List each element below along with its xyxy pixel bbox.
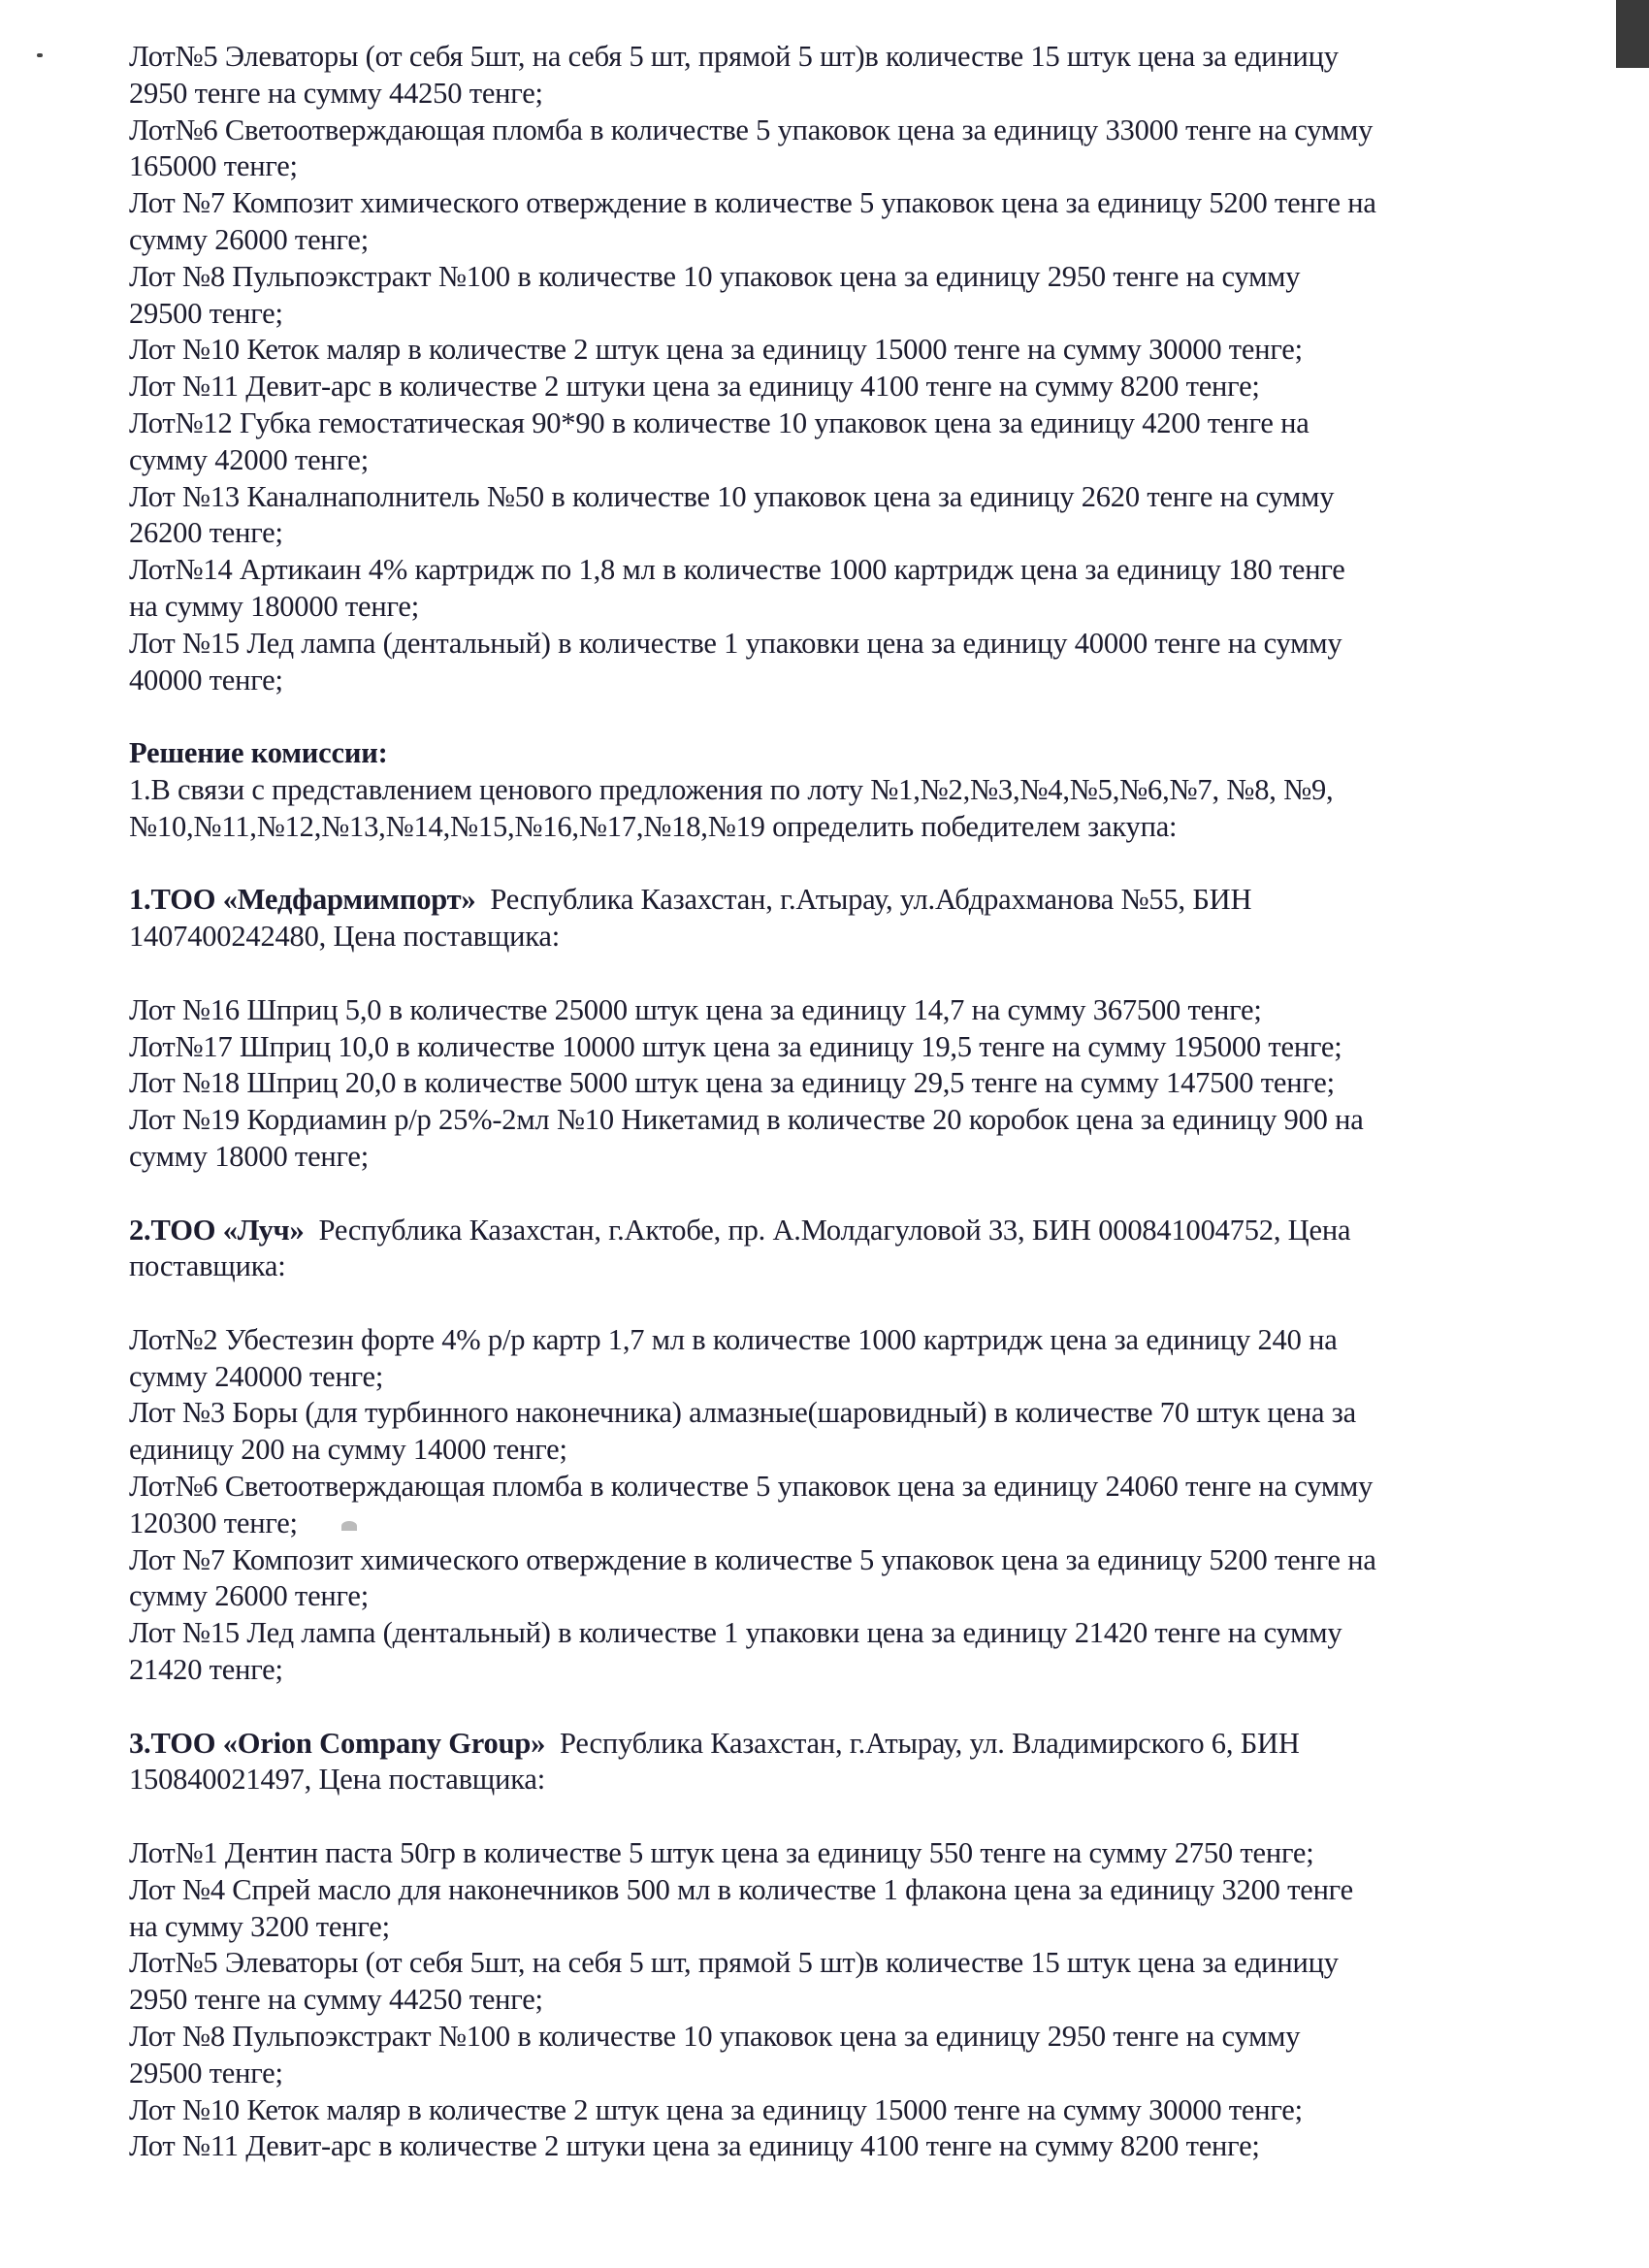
lot-line: Лот №8 Пульпоэкстракт №100 в количестве 10 упаковок цена за единицу 2950 тенге на сумму — [129, 259, 1301, 293]
lot-line: на сумму 180000 тенге; — [129, 589, 419, 623]
supplier-details-cont: 150840021497, Цена поставщика: — [129, 1763, 545, 1797]
lot-line: Лот №16 Шприц 5,0 в количестве 25000 штук цена за единицу 14,7 на сумму 367500 тенге; — [129, 992, 1262, 1026]
scan-dot-artifact — [37, 53, 43, 57]
lot-line: на сумму 3200 тенге; — [129, 1909, 390, 1943]
lot-line: сумму 26000 тенге; — [129, 222, 370, 256]
decision-line: №10,№11,№12,№13,№14,№15,№16,№17,№18,№19 определить победителем закупа: — [129, 809, 1178, 843]
lot-line: 120300 тенге; — [129, 1506, 298, 1539]
lot-line: 2950 тенге на сумму 44250 тенге; — [129, 76, 543, 110]
lot-line: Лот№14 Артикаин 4% картридж по 1,8 мл в количестве 1000 картридж цена за единицу 180 тенге — [129, 553, 1345, 587]
supplier-name: 2.ТОО «Луч» — [129, 1213, 305, 1247]
lot-line: 29500 тенге; — [129, 2056, 283, 2090]
lot-line: Лот№1 Дентин паста 50гр в количестве 5 штук цена за единицу 550 тенге на сумму 2750 тенге; — [129, 1836, 1314, 1870]
lot-line: Лот№5 Элеваторы (от себя 5шт, на себя 5 шт, прямой 5 шт)в количестве 15 штук цена за единицу — [129, 1946, 1339, 1980]
lot-line: Лот№12 Губка гемостатическая 90*90 в количестве 10 упаковок цена за единицу 4200 тенге на — [129, 405, 1310, 439]
lot-line: Лот №15 Лед лампа (дентальный) в количестве 1 упаковки цена за единицу 40000 тенге на сумму — [129, 626, 1342, 660]
lot-line: сумму 18000 тенге; — [129, 1139, 370, 1173]
lot-line: Лот№6 Светоотверждающая пломба в количестве 5 упаковок цена за единицу 24060 тенге на сумму — [129, 1470, 1374, 1504]
document-page — [129, 39, 1526, 2165]
lot-line: Лот №15 Лед лампа (дентальный) в количестве 1 упаковки цена за единицу 21420 тенге на сумму — [129, 1616, 1342, 1650]
lot-line: Лот №18 Шприц 20,0 в количестве 5000 штук цена за единицу 29,5 тенге на сумму 147500 тенге; — [129, 1066, 1335, 1100]
lot-line: сумму 42000 тенге; — [129, 442, 370, 476]
lot-line: Лот№5 Элеваторы (от себя 5шт, на себя 5 шт, прямой 5 шт)в количестве 15 штук цена за единицу — [129, 40, 1339, 73]
lot-line: Лот№6 Светоотверждающая пломба в количестве 5 упаковок цена за единицу 33000 тенге на сумму — [129, 113, 1374, 146]
decision-line: 1.В связи с представлением ценового предложения по лоту №1,№2,№3,№4,№5,№6,№7, №8, №9, — [129, 772, 1334, 806]
supplier-details: Республика Казахстан, г.Атырау, ул.Абдрахманова №55, БИН — [475, 883, 1252, 917]
supplier-list — [129, 882, 1526, 2165]
decision-heading: Решение комиссии: — [129, 736, 388, 770]
lot-line: Лот №10 Кеток маляр в количестве 2 штук цена за единицу 15000 тенге на сумму 30000 тенге; — [129, 2092, 1303, 2126]
lot-line: 165000 тенге; — [129, 149, 298, 183]
supplier-details: Республика Казахстан, г.Атырау, ул. Владимирского 6, БИН — [545, 1726, 1300, 1760]
lot-line: 21420 тенге; — [129, 1653, 283, 1687]
lot-line: Лот №11 Девит-арс в количестве 2 штуки цена за единицу 4100 тенге на сумму 8200 тенге; — [129, 370, 1260, 404]
lot-line: Лот №7 Композит химического отверждение в количестве 5 упаковок цена за единицу 5200 тенге на — [129, 186, 1376, 220]
lot-line: сумму 240000 тенге; — [129, 1359, 384, 1393]
lot-line: Лот №3 Боры (для турбинного наконечника) алмазные(шаровидный) в количестве 70 штук цена за — [129, 1396, 1356, 1430]
lot-line: единицу 200 на сумму 14000 тенге; — [129, 1433, 567, 1467]
lot-line: Лот №13 Каналнаполнитель №50 в количестве 10 упаковок цена за единицу 2620 тенге на сумму — [129, 479, 1335, 513]
lot-line: 26200 тенге; — [129, 516, 283, 550]
supplier-details: Республика Казахстан, г.Актобе, пр. А.Молдагуловой 33, БИН 000841004752, Цена — [304, 1213, 1351, 1247]
lot-line: Лот №10 Кеток маляр в количестве 2 штук цена за единицу 15000 тенге на сумму 30000 тенге; — [129, 333, 1303, 367]
lot-line: 2950 тенге на сумму 44250 тенге; — [129, 1983, 543, 2017]
supplier-details-cont: поставщика: — [129, 1249, 286, 1283]
lot-line: 40000 тенге; — [129, 663, 283, 697]
supplier-header — [129, 1726, 1526, 1763]
scan-edge-artifact — [1616, 0, 1649, 68]
supplier-details-cont: 1407400242480, Цена поставщика: — [129, 920, 561, 954]
lot-line: Лот №4 Спрей масло для наконечников 500 мл в количестве 1 флакона цена за единицу 3200 тенге — [129, 1872, 1353, 1906]
supplier-name: 1.ТОО «Медфармимпорт» — [129, 883, 476, 917]
lot-line: Лот№2 Убестезин форте 4% р/р картр 1,7 мл в количестве 1000 картридж цена за единицу 240 на — [129, 1322, 1338, 1356]
lot-line: Лот№17 Шприц 10,0 в количестве 10000 штук цена за единицу 19,5 тенге на сумму 195000 тенге; — [129, 1029, 1342, 1063]
supplier-block — [129, 1213, 1526, 1726]
lot-line: Лот №19 Кордиамин р/р 25%-2мл №10 Никетамид в количестве 20 коробок цена за единицу 900 на — [129, 1103, 1364, 1137]
supplier-header — [129, 882, 1526, 919]
supplier-name: 3.ТОО «Orion Company Group» — [129, 1726, 546, 1760]
supplier-block — [129, 882, 1526, 1212]
supplier-header — [129, 1213, 1526, 1249]
lot-list-continued — [129, 39, 1526, 698]
lot-line: Лот №8 Пульпоэкстракт №100 в количестве 10 упаковок цена за единицу 2950 тенге на сумму — [129, 2020, 1301, 2054]
lot-line: 29500 тенге; — [129, 296, 283, 330]
supplier-block — [129, 1726, 1526, 2166]
lot-line: сумму 26000 тенге; — [129, 1579, 370, 1613]
lot-line: Лот №7 Композит химического отверждение в количестве 5 упаковок цена за единицу 5200 тенге на — [129, 1542, 1376, 1576]
lot-line: Лот №11 Девит-арс в количестве 2 штуки цена за единицу 4100 тенге на сумму 8200 тенге; — [129, 2129, 1260, 2163]
